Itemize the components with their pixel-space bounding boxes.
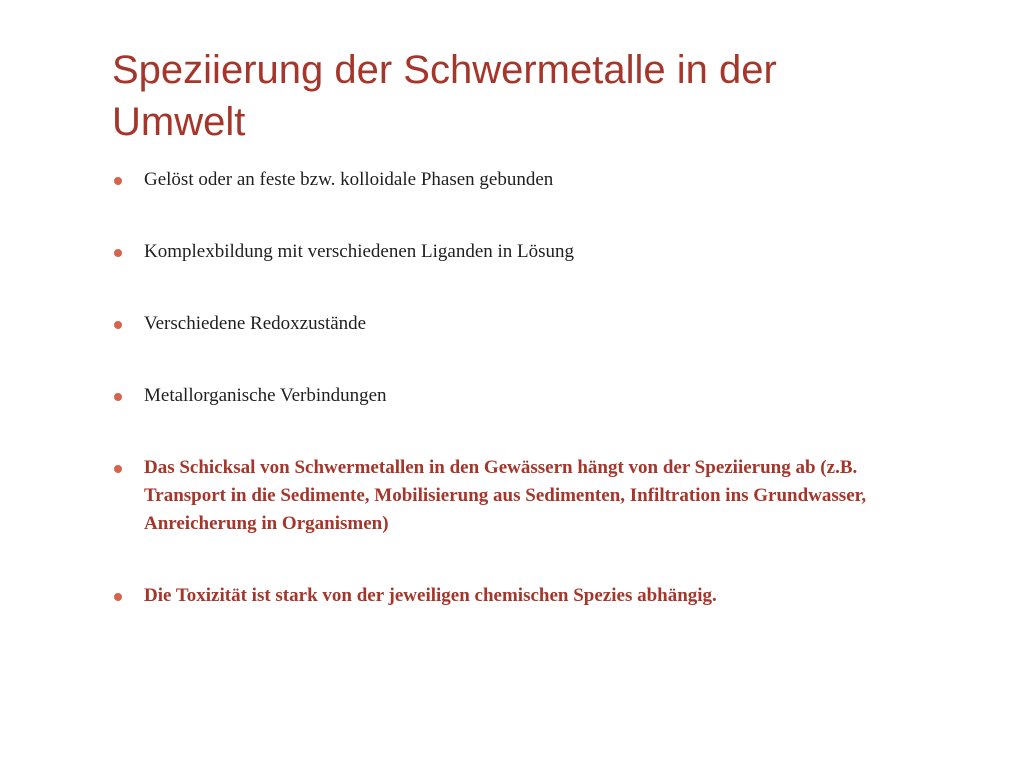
bullet-item-emphasis (110, 454, 940, 538)
bullet-list (110, 166, 940, 654)
bullet-dot-icon (114, 393, 122, 401)
bullet-item (110, 166, 940, 194)
bullet-item-emphasis (110, 582, 940, 610)
bullet-text: Gelöst oder an feste bzw. kolloidale Phasen gebunden (144, 169, 554, 190)
bullet-item (110, 382, 940, 410)
bullet-dot-icon (114, 249, 122, 257)
bullet-item (110, 238, 940, 266)
bullet-text: Die Toxizität ist stark von der jeweiligen chemischen Spezies abhängig. (144, 585, 717, 606)
bullet-item (110, 310, 940, 338)
bullet-text: Das Schicksal von Schwermetallen in den Gewässern hängt von der Speziierung ab (z.B. Transport in die Sedimente, Mobilisierung aus Sedimenten, Infiltration ins Grundwasser, Anreicherung in Organismen) (144, 457, 867, 534)
slide-title: Speziierung der Schwermetalle in der Umwelt (112, 48, 777, 144)
bullet-dot-icon (114, 465, 122, 473)
bullet-dot-icon (114, 593, 122, 601)
bullet-dot-icon (114, 177, 122, 185)
bullet-text: Komplexbildung mit verschiedenen Liganden in Lösung (144, 241, 575, 262)
bullet-dot-icon (114, 321, 122, 329)
bullet-text: Metallorganische Verbindungen (144, 385, 387, 406)
bullet-text: Verschiedene Redoxzustände (144, 313, 367, 334)
